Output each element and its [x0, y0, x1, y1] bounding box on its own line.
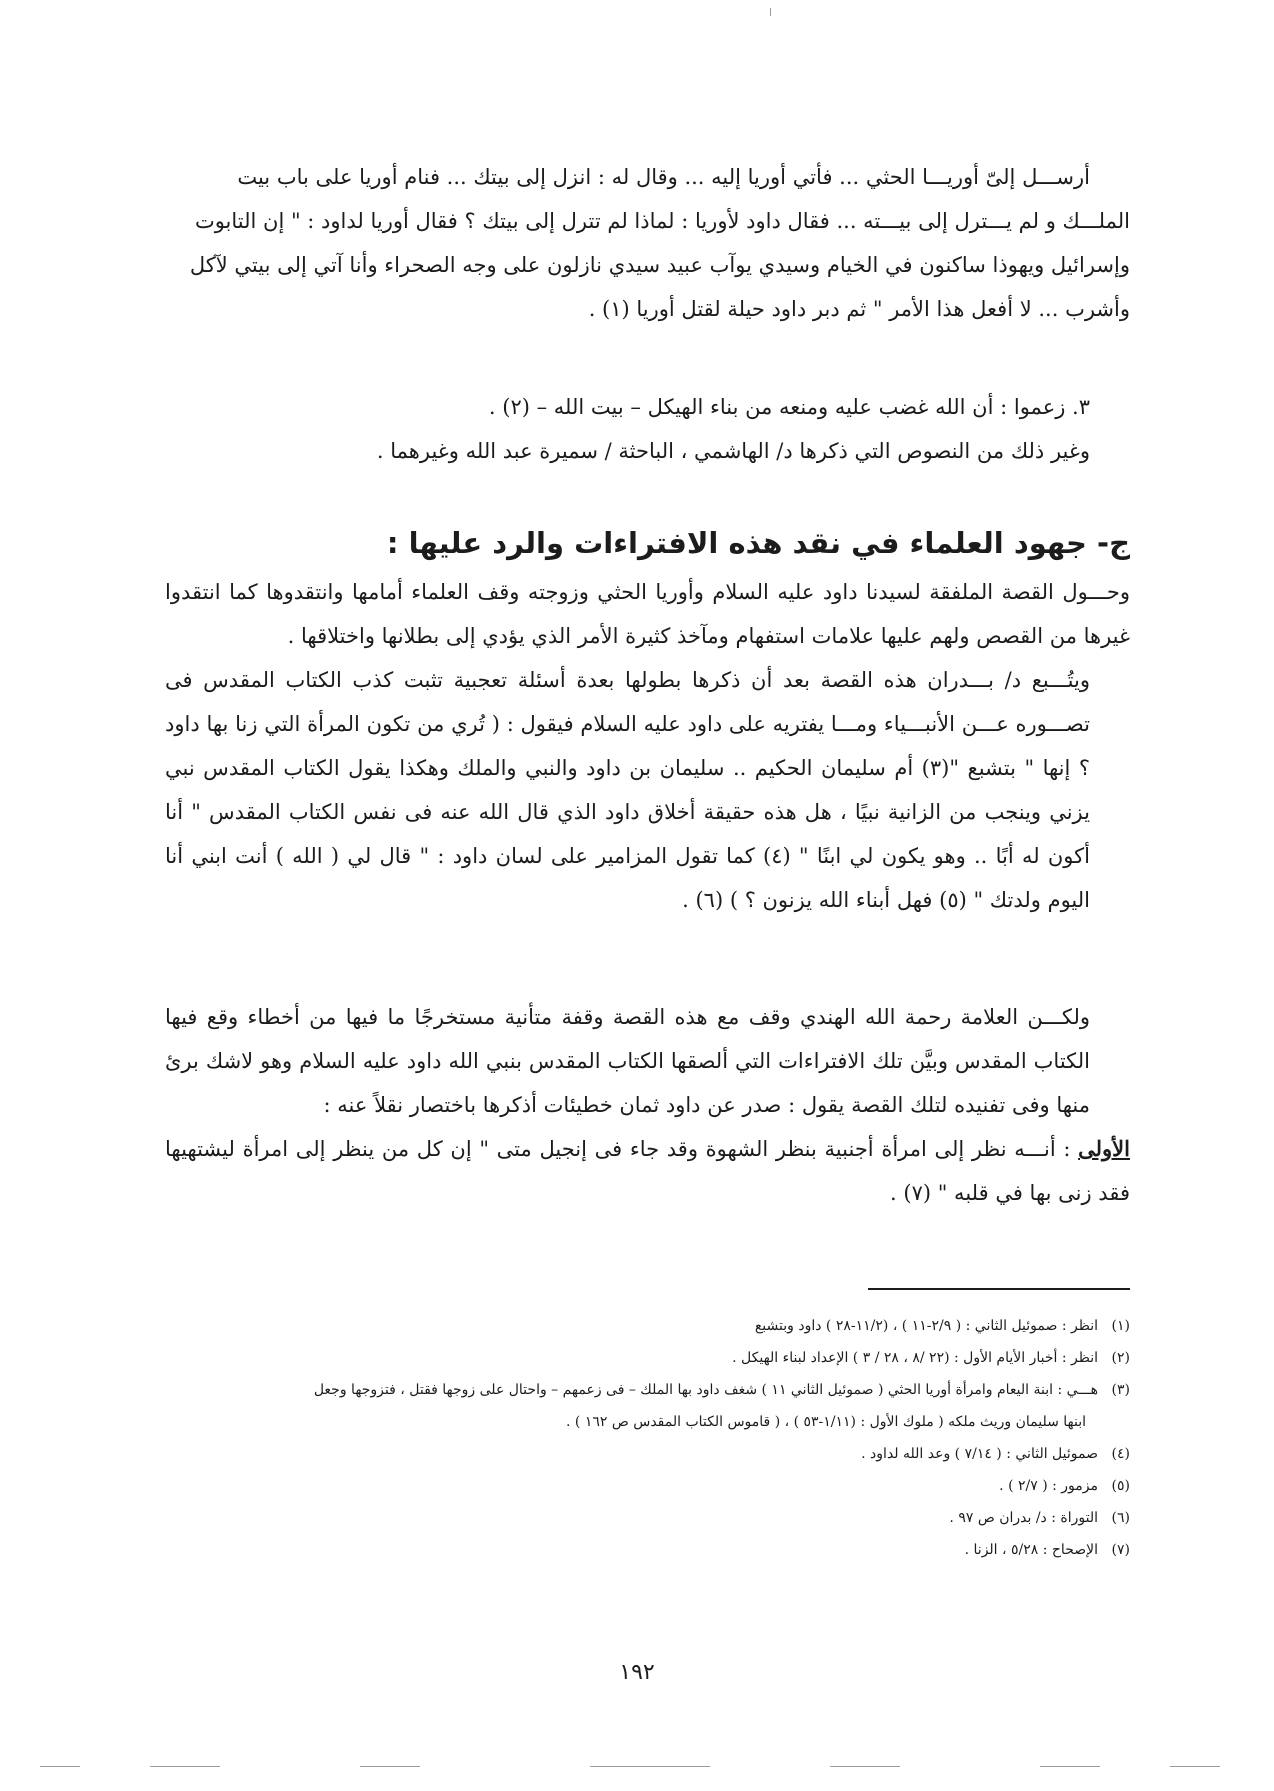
- footnote-text: الإصحاح : ٥/٢٨ ، الزنا .: [964, 1542, 1098, 1558]
- section-c: [165, 520, 1130, 922]
- section-paragraph: وحـــول القصة الملفقة لسيدنا داود عليه السلام وأوريا الحثي وزوجته وقف العلماء أمامها وانتقدوها كما انتقدوا غيرها من القصص ولهم عليها علامات استفهام ومآخذ كثيرة الأمر الذي يؤدي إلى بطلانها واختلاقها .: [165, 580, 1130, 648]
- numbered-item-3: [165, 385, 1130, 473]
- footnote-6: [165, 1502, 1130, 1534]
- scan-mark: [830, 1766, 900, 1767]
- item-3-follow-text: وغير ذلك من النصوص التي ذكرها د/ الهاشمي ، الباحثة / سميرة عبد الله وغيرهما .: [376, 439, 1090, 463]
- footnote-1: [165, 1310, 1130, 1342]
- footnote-number: (٣): [1111, 1382, 1130, 1398]
- footnote-number: (١): [1111, 1318, 1130, 1334]
- footnote-number: (٤): [1111, 1446, 1130, 1462]
- scan-mark: [360, 1766, 420, 1767]
- footnote-7: [165, 1534, 1130, 1566]
- section-c-continued: [165, 995, 1130, 1215]
- scan-mark: [590, 1766, 710, 1767]
- page-number: ١٩٢: [619, 1660, 655, 1685]
- scan-edge-marks: [30, 1766, 1244, 1770]
- scan-mark: [1170, 1766, 1220, 1767]
- text-line: أرســـل إلىّ أوريـــا الحثي ... فأتي أوريا إليه ... وقال له : انزل إلى بيتك ... فنام أوريا على باب بيت: [237, 165, 1090, 189]
- quoted-paragraph: [165, 155, 1130, 331]
- first-error-paragraph: [165, 1127, 1130, 1215]
- footnote-number: (٢): [1111, 1350, 1130, 1366]
- item-3-text: ٣. زعموا : أن الله غضب عليه ومنعه من بناء الهيكل – بيت الله – (٢) .: [488, 395, 1090, 419]
- footnote-3: [165, 1374, 1130, 1438]
- first-error-label: الأولى: [1078, 1136, 1130, 1161]
- text-line: الملـــك و لم يـــترل إلى بيـــته ... فقال داود لأوريا : لماذا لم تترل إلى بيتك ؟ فقال أوريا لداود : " إن التابوت: [194, 209, 1130, 233]
- section-paragraph: ولكـــن العلامة رحمة الله الهندي وقف مع هذه القصة وقفة متأنية مستخرجًا ما فيها من أخطاء وقع فيها الكتاب المقدس وبيَّن تلك الافتراءات التي ألصقها الكتاب المقدس بنبي الله داود عليه السلام وهو لاشك برئ منها وفى تفنيده لتلك القصة يقول : صدر عن داود ثمان خطيئات أذكرها باختصار نقلاً عنه :: [165, 1005, 1090, 1117]
- text-line: وإسرائيل ويهوذا ساكنون في الخيام وسيدي يوآب عبيد سيدي نازلون على وجه الصحراء وأنا آتي إلى بيتي لآكل: [189, 253, 1130, 277]
- footnote-number: (٥): [1111, 1478, 1130, 1494]
- footnote-divider: [868, 1288, 1130, 1290]
- footnote-text: التوراة : د/ بدران ص ٩٧ .: [949, 1510, 1098, 1526]
- scan-mark: [1040, 1766, 1100, 1767]
- footnote-text: انظر : أخبار الأيام الأول : (٢٢ /٨ ، ٢٨ / ٣ ) الإعداد لبناء الهيكل .: [732, 1350, 1098, 1366]
- footnote-text: صموئيل الثاني : ( ٧/١٤ ) وعد الله لداود .: [861, 1446, 1098, 1462]
- scan-mark: [40, 1766, 80, 1767]
- scan-mark: [770, 8, 774, 16]
- footnote-text: مزمور : ( ٢/٧ ) .: [999, 1478, 1098, 1494]
- first-error-text: : أنـــه نظر إلى امرأة أجنبية بنظر الشهوة وقد جاء فى إنجيل متى " إن كل من ينظر إلى امرأة ليشتهيها فقد زنى بها في قلبه " (٧) .: [165, 1137, 1130, 1205]
- footnote-2: [165, 1342, 1130, 1374]
- footnote-4: [165, 1438, 1130, 1470]
- text-line: وأشرب ... لا أفعل هذا الأمر " ثم دبر داود حيلة لقتل أوريا (١) .: [588, 297, 1130, 321]
- footnote-text: انظر : صموئيل الثاني : ( ٢/٩-١١ ) ، (١١/٢-٢٨ ) داود وبتشبع: [754, 1318, 1098, 1334]
- footnotes: [165, 1310, 1130, 1566]
- footnote-continuation: ابنها سليمان وريث ملكه ( ملوك الأول : (١/١١-٥٣ ) ، ( قاموس الكتاب المقدس ص ١٦٢ ) .: [566, 1414, 1086, 1430]
- footnote-text: هـــي : ابنة اليعام وامرأة أوريا الحثي ( صموئيل الثاني ١١ ) شغف داود بها الملك – فى زعمهم – واحتال على زوجها فقتل ، فتزوجها وجعل: [313, 1382, 1098, 1398]
- section-paragraph: ويتُـــبع د/ بـــدران هذه القصة بعد أن ذكرها بطولها بعدة أسئلة تعجبية تثبت كذب الكتاب المقدس فى تصـــوره عـــن الأنبـــياء ومـــا يفتريه على داود عليه السلام فيقول : ( تُري من تكون المرأة التي زنا بها داود ؟ إنها " بتشبع "(٣) أم سليمان الحكيم .. سليمان بن داود والنبي والملك وهكذا يقول الكتاب المقدس نبي يزني وينجب من الزانية نبيًا ، هل هذه حقيقة أخلاق داود الذي قال الله عنه فى نفس الكتاب المقدس " أنا أكون له أبًا .. وهو يكون لي ابنًا " (٤) كما تقول المزامير على لسان داود : " قال لي ( الله ) أنت ابني أنا اليوم ولدتك " (٥) فهل أبناء الله يزنون ؟ ) (٦) .: [165, 668, 1091, 912]
- footnote-number: (٦): [1111, 1510, 1130, 1526]
- footnote-number: (٧): [1111, 1542, 1130, 1558]
- footnote-5: [165, 1470, 1130, 1502]
- scan-mark: [150, 1766, 220, 1767]
- section-heading: ج- جهود العلماء في نقد هذه الافتراءات والرد عليها :: [386, 526, 1130, 560]
